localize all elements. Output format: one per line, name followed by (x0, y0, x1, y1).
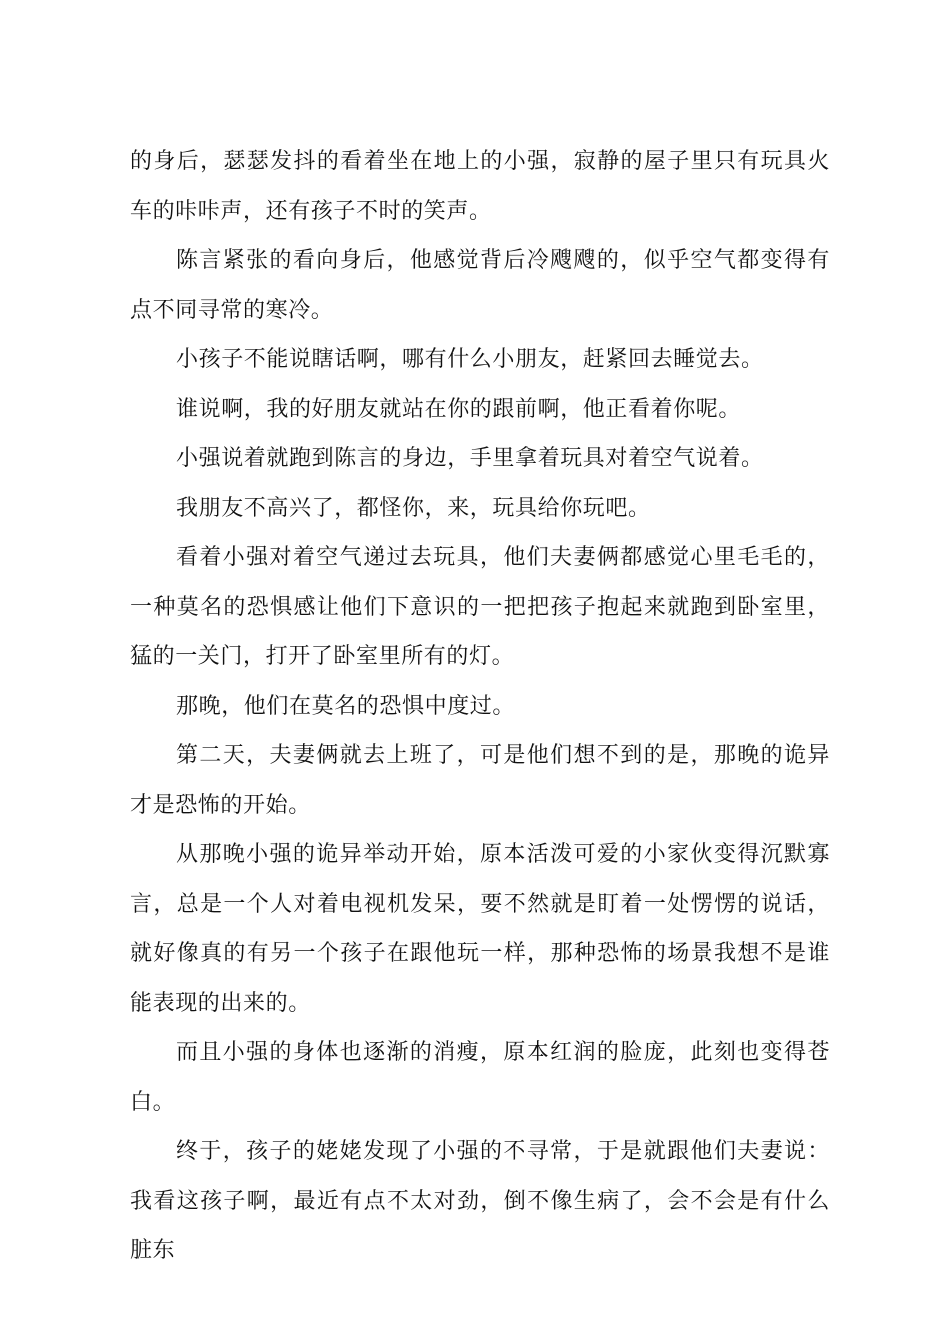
paragraph: 我朋友不高兴了，都怪你，来，玩具给你玩吧。 (176, 495, 651, 521)
paragraph: 那晚，他们在莫名的恐惧中度过。 (176, 693, 516, 719)
paragraph: 而且小强的身体也逐渐的消瘦，原本红润的脸庞，此刻也变得苍白。 (130, 1040, 830, 1115)
paragraph: 谁说啊，我的好朋友就站在你的跟前啊，他正看着你呢。 (176, 396, 742, 422)
paragraph: 的身后，瑟瑟发抖的看着坐在地上的小强，寂静的屋子里只有玩具火车的咔咔声，还有孩子不时的笑声。 (130, 149, 830, 224)
paragraph: 小强说着就跑到陈言的身边，手里拿着玩具对着空气说着。 (176, 446, 764, 471)
body-text (130, 137, 830, 1276)
paragraph: 终于，孩子的姥姥发现了小强的不寻常，于是就跟他们夫妻说：我看这孩子啊，最近有点不太对劲，倒不像生病了，会不会是有什么脏东 (130, 1139, 830, 1263)
paragraph: 看着小强对着空气递过去玩具，他们夫妻俩都感觉心里毛毛的，一种莫名的恐惧感让他们下意识的一把把孩子抱起来就跑到卧室里，猛的一关门，打开了卧室里所有的灯。 (130, 545, 830, 669)
paragraph: 小孩子不能说瞎话啊，哪有什么小朋友，赶紧回去睡觉去。 (176, 347, 764, 372)
paragraph: 陈言紧张的看向身后，他感觉背后冷飕飕的，似乎空气都变得有点不同寻常的寒冷。 (130, 248, 830, 323)
paragraph: 第二天，夫妻俩就去上班了，可是他们想不到的是，那晚的诡异才是恐怖的开始。 (130, 743, 830, 818)
paragraph: 从那晚小强的诡异举动开始，原本活泼可爱的小家伙变得沉默寡言，总是一个人对着电视机发呆，要不然就是盯着一处愣愣的说话，就好像真的有另一个孩子在跟他玩一样，那种恐怖的场景我想不是谁能表现的出来的。 (130, 842, 830, 1016)
